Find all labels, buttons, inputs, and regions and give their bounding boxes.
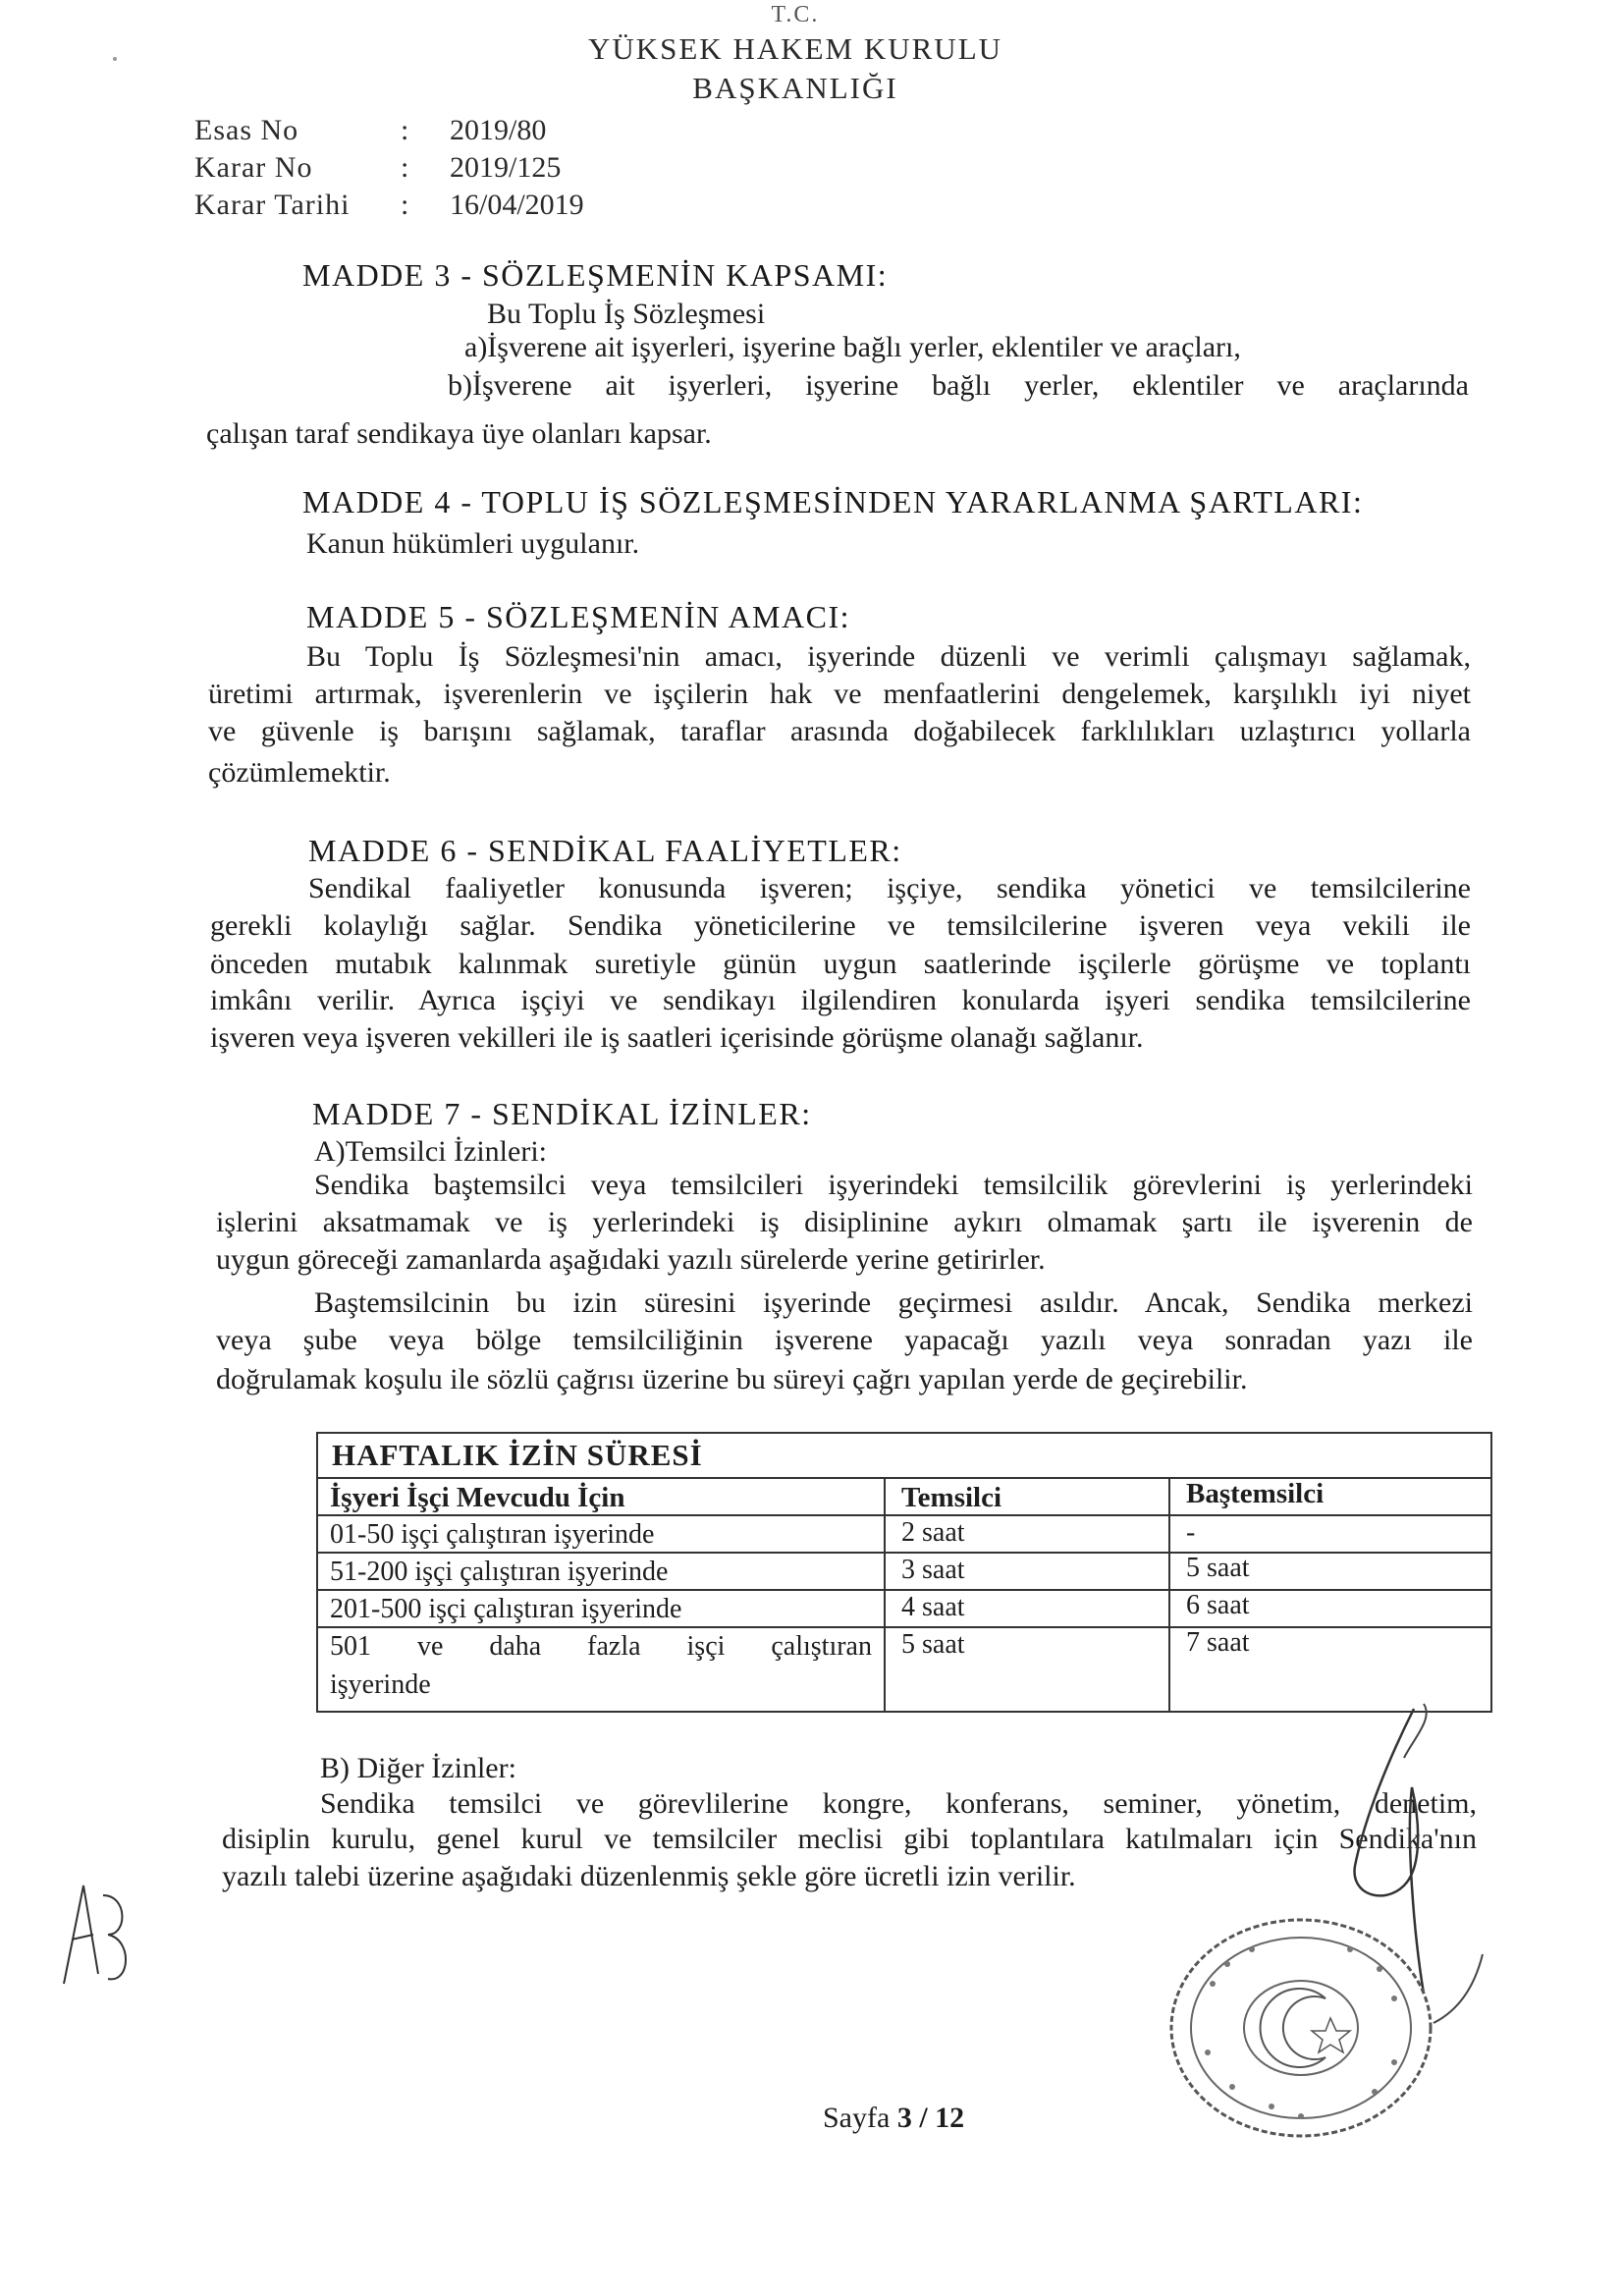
article-7-line: Sendika temsilci ve görevlilerine kongre, konferans, seminer, yönetim, denetim, [320, 1787, 1477, 1820]
article-3-heading: MADDE 3 - SÖZLEŞMENİN KAPSAMI: [302, 257, 889, 293]
article-6-line: gerekli kolaylığı sağlar. Sendika yöneticilerine ve temsilcilerine işveren veya vekili ile [210, 909, 1471, 942]
scan-speck [113, 57, 117, 61]
article-5-line: üretimi artırmak, işverenlerin ve işçilerin hak ve menfaatlerini dengelemek, karşılıklı iyi niyet [208, 678, 1471, 710]
meta-sep: : [401, 151, 409, 184]
table-cell: 5 saat [1186, 1553, 1250, 1583]
table-cell: 3 saat [901, 1555, 965, 1585]
meta-row-tarih [194, 187, 584, 224]
article-7-line: veya şube veya bölge temsilciliğinin işverene yapacağı yazılı veya sonradan yazı ile [216, 1324, 1473, 1356]
table-cell: 51-200 işçi çalıştıran işyerinde [330, 1557, 669, 1587]
table-cell: - [1186, 1517, 1196, 1548]
table-cell: 7 saat [1186, 1627, 1250, 1658]
article-5-line: ve güvenle iş barışını sağlamak, taraflar arasında doğabilecek farklılıkları uzlaştırıcı yollarla [208, 715, 1471, 747]
article-3-line: a)İşverene ait işyerleri, işyerine bağlı yerler, eklentiler ve araçları, [464, 331, 1241, 363]
weekly-leave-table [316, 1432, 1492, 1713]
table-cell: 201-500 işçi çalıştıran işyerinde [330, 1594, 682, 1624]
institution-subtitle: BAŞKANLIĞI [692, 71, 898, 105]
table-cell: 5 saat [901, 1629, 965, 1660]
table-cell-continuation: işyerinde [330, 1669, 431, 1700]
article-3-line: b)İşverene ait işyerleri, işyerine bağlı yerler, eklentiler ve araçlarında [448, 369, 1469, 402]
article-7-line: disiplin kurulu, genel kurul ve temsilciler meclisi gibi toplantılara katılmaları için Sendika'nın [222, 1823, 1477, 1855]
page-number-prefix: Sayfa [823, 2102, 897, 2134]
table-cell: 6 saat [1186, 1590, 1250, 1620]
article-6-heading: MADDE 6 - SENDİKAL FAALİYETLER: [308, 833, 902, 868]
meta-value: 2019/125 [450, 151, 562, 184]
table-header-cell: Temsilci [901, 1482, 1002, 1513]
article-5-heading: MADDE 5 - SÖZLEŞMENİN AMACI: [306, 599, 850, 634]
article-3-line: çalışan taraf sendikaya üye olanları kapsar. [206, 417, 712, 450]
meta-row-esas [194, 112, 584, 149]
institution-header [550, 29, 1041, 108]
page-number [823, 2102, 964, 2135]
table-cell: 501 ve daha fazla işçi çalıştıran [330, 1631, 872, 1662]
table-cell: 2 saat [901, 1517, 965, 1548]
article-6-line: Sendikal faaliyetler konusunda işveren; işçiye, sendika yönetici ve temsilcilerine [308, 872, 1471, 904]
article-7-subheading-b: B) Diğer İzinler: [320, 1752, 516, 1784]
article-6-line: önceden mutabık kalınmak suretiyle günün uygun saatlerinde işçilerle görüşme ve toplantı [210, 948, 1471, 980]
table-title: HAFTALIK İZİN SÜRESİ [332, 1438, 703, 1472]
article-3-line: Bu Toplu İş Sözleşmesi [487, 298, 766, 330]
meta-value: 16/04/2019 [450, 189, 584, 221]
article-4-heading: MADDE 4 - TOPLU İŞ SÖZLEŞMESİNDEN YARARLANMA ŞARTLARI: [302, 484, 1364, 519]
table-header-cell: İşyeri İşçi Mevcudu İçin [330, 1482, 625, 1513]
page-number-value: 3 / 12 [896, 2102, 965, 2134]
article-7-line: uygun göreceği zamanlarda aşağıdaki yazılı sürelerde yerine getirirler. [216, 1243, 1046, 1276]
article-7-subheading-a: A)Temsilci İzinleri: [314, 1135, 547, 1168]
meta-label: Esas No [194, 114, 299, 146]
header-tc: T.C. [771, 2, 820, 27]
institution-name: YÜKSEK HAKEM KURULU [587, 31, 1003, 66]
official-seal-icon [1154, 1905, 1448, 2151]
article-7-line: yazılı talebi üzerine aşağıdaki düzenlenmiş şekle göre ücretli izin verilir. [222, 1860, 1076, 1892]
table-header-cell: Baştemsilci [1186, 1478, 1325, 1509]
article-6-line: işveren veya işveren vekilleri ile iş saatleri içerisinde görüşme olanağı sağlanır. [210, 1021, 1144, 1054]
table-cell: 01-50 işçi çalıştıran işyerinde [330, 1519, 655, 1550]
article-5-line: Bu Toplu İş Sözleşmesi'nin amacı, işyerinde düzenli ve verimli çalışmayı sağlamak, [306, 640, 1471, 673]
article-7-heading: MADDE 7 - SENDİKAL İZİNLER: [312, 1096, 812, 1131]
case-metadata [194, 112, 584, 224]
meta-row-karar [194, 149, 584, 187]
article-4-line: Kanun hükümleri uygulanır. [306, 527, 640, 560]
meta-label: Karar No [194, 151, 313, 184]
article-7-line: doğrulamak koşulu ile sözlü çağrısı üzerine bu süreyi çağrı yapılan yerde de geçirebilir. [216, 1363, 1248, 1395]
article-7-line: işlerini aksatmamak ve iş yerlerindeki iş disiplinine aykırı olmamak şartı ile işverenin de [216, 1206, 1473, 1238]
table-cell: 4 saat [901, 1592, 965, 1622]
meta-label: Karar Tarihi [194, 189, 351, 221]
meta-sep: : [401, 189, 409, 221]
meta-sep: : [401, 114, 409, 146]
article-5-line: çözümlemektir. [208, 756, 391, 789]
article-7-line: Baştemsilcinin bu izin süresini işyerinde geçirmesi asıldır. Ancak, Sendika merkezi [314, 1286, 1473, 1319]
meta-value: 2019/80 [450, 114, 547, 146]
initials-icon [54, 1866, 142, 2003]
article-7-line: Sendika baştemsilci veya temsilcileri işyerindeki temsilcilik görevlerini iş yerlerindeki [314, 1169, 1473, 1201]
article-6-line: imkânı verilir. Ayrıca işçiyi ve sendikayı ilgilendiren konularda işyeri sendika temsilcilerine [210, 984, 1471, 1016]
